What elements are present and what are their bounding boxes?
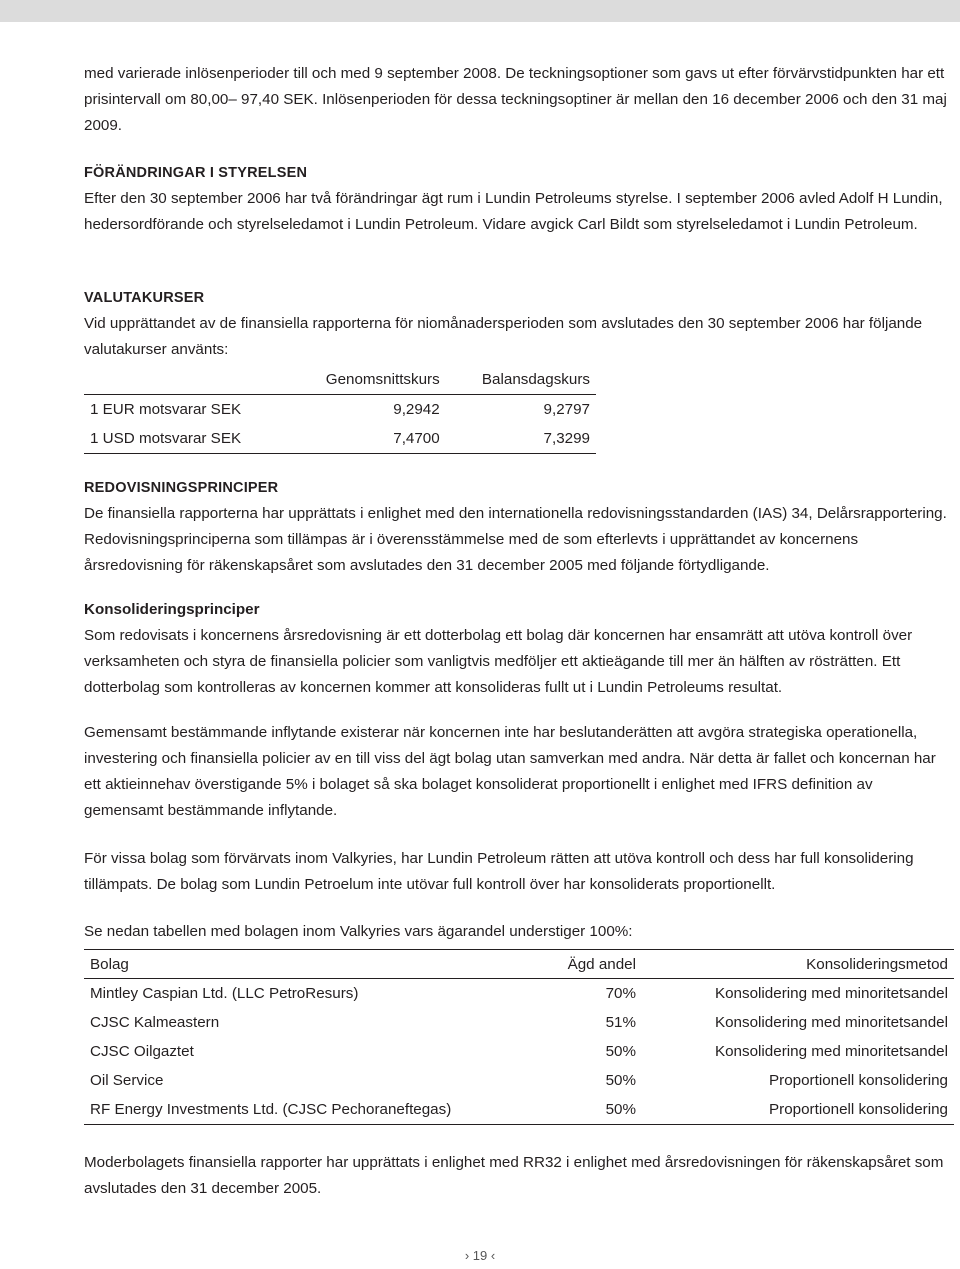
paragraph-konsolidering-4: Se nedan tabellen med bolagen inom Valkyries vars ägarandel understiger 100%: bbox=[84, 923, 633, 940]
table-row bbox=[84, 1095, 954, 1125]
paragraph-moderbolag: Moderbolagets finansiella rapporter har upprättats i enlighet med RR32 i enlighet med årsredovisningen för räkenskapsåret som avslutades den 31 december 2005. bbox=[84, 1154, 944, 1197]
section-valutakurser bbox=[84, 285, 954, 363]
section-konsolidering bbox=[84, 597, 954, 701]
paragraph-konsolidering-2: Gemensamt bestämmande inflytande existerar när koncernen inte har beslutanderätten att avgöra strategiska operationella, investering och finansiella policier av en till viss del ägt bolag utan samverkan med andra. När detta är fallet och koncernan har ett aktieinnehav överstigande 5% i bolaget så ska bolaget konsoliderat proportionellt i enlighet med IFRS definition av gemensamt bestämmande inflytande. bbox=[84, 724, 936, 819]
heading-styrelsen: FÖRÄNDRINGAR I STYRELSEN bbox=[84, 165, 308, 181]
table-cell: 7,4700 bbox=[288, 424, 446, 454]
table-cell: 1 EUR motsvarar SEK bbox=[90, 401, 242, 418]
table-header bbox=[84, 365, 288, 395]
table-row bbox=[84, 395, 596, 425]
table-cell: 50% bbox=[605, 1043, 636, 1060]
table-cell: 9,2797 bbox=[543, 401, 590, 418]
table-cell: Oil Service bbox=[90, 1072, 164, 1089]
table-cell: 70% bbox=[605, 985, 636, 1002]
table-header: Genomsnittskurs bbox=[288, 365, 446, 395]
paragraph-valutakurser: Vid upprättandet av de finansiella rapporterna för niomånadersperioden som avslutades den 30 september 2006 har följande valutakurser använts: bbox=[84, 315, 923, 358]
subsidiary-table bbox=[84, 949, 954, 1125]
section-styrelsen bbox=[84, 160, 954, 238]
table-header: Konsolideringsmetod bbox=[642, 950, 954, 979]
table-row bbox=[84, 979, 954, 1009]
page-number: › 19 ‹ bbox=[464, 1248, 496, 1263]
table-cell: 1 USD motsvarar SEK bbox=[84, 424, 288, 454]
paragraph-redovisning: De finansiella rapporterna har upprättats i enlighet med den internationella redovisningsstandarden (IAS) 34, Delårsrapportering. Redovisningsprinciperna som tillämpas är i överensstämmelse med de som efterlevts i upprättandet av koncernens årsredovisning för räkenskapsåret som avslutades den 31 december 2005 med följande förtydligande. bbox=[84, 505, 947, 574]
table-row bbox=[84, 1008, 954, 1037]
table-header: Ägd andel bbox=[510, 950, 642, 979]
table-header: Bolag bbox=[84, 950, 510, 979]
heading-redovisning: REDOVISNINGSPRINCIPER bbox=[84, 480, 279, 496]
table-cell: Konsolidering med minoritetsandel bbox=[714, 985, 948, 1002]
table-cell: 50% bbox=[605, 1072, 636, 1089]
table-cell: 7,3299 bbox=[446, 424, 596, 454]
section-redovisning bbox=[84, 475, 954, 579]
heading-konsolidering: Konsolideringsprinciper bbox=[84, 601, 260, 618]
paragraph-konsolidering-3: För vissa bolag som förvärvats inom Valkyries, har Lundin Petroleum rätten att utöva kontroll och dess har full konsolidering tillämpats. De bolag som Lundin Petroelum inte utövar full kontroll över har konsoliderats proportionellt. bbox=[84, 850, 914, 893]
intro-paragraph: med varierade inlösenperioder till och med 9 september 2008. De teckningsoptioner som gavs ut efter förvärvstidpunkten har ett prisintervall om 80,00– 97,40 SEK. Inlösenperioden för dessa teckningsoptiner är mellan den 16 december 2006 och den 31 maj 2009. bbox=[84, 65, 947, 134]
table-cell: Konsolidering med minoritetsandel bbox=[714, 1014, 948, 1031]
table-cell: CJSC Kalmeastern bbox=[90, 1014, 220, 1031]
table-cell: CJSC Oilgaztet bbox=[90, 1043, 194, 1060]
paragraph-styrelsen: Efter den 30 september 2006 har två förändringar ägt rum i Lundin Petroleums styrelse. I september 2006 avled Adolf H Lundin, hedersordförande och styrelseledamot i Lundin Petroleum. Vidare avgick Carl Bildt som styrelseledamot i Lundin Petroleum. bbox=[84, 190, 943, 233]
heading-valutakurser: VALUTAKURSER bbox=[84, 290, 205, 306]
table-header: Balansdagskurs bbox=[446, 365, 596, 395]
table-cell: 51% bbox=[605, 1014, 636, 1031]
table-header-row bbox=[84, 950, 954, 979]
exchange-rate-table bbox=[84, 365, 596, 454]
table-cell: Proportionell konsolidering bbox=[769, 1072, 948, 1089]
table-row bbox=[84, 1066, 954, 1095]
table-cell: Mintley Caspian Ltd. (LLC PetroResurs) bbox=[90, 985, 359, 1002]
table-cell: 9,2942 bbox=[393, 401, 440, 418]
table-row bbox=[84, 1037, 954, 1066]
top-bar bbox=[0, 0, 960, 22]
table-cell: RF Energy Investments Ltd. (CJSC Pechoraneftegas) bbox=[84, 1095, 510, 1125]
table-cell: Konsolidering med minoritetsandel bbox=[714, 1043, 948, 1060]
table-cell: Proportionell konsolidering bbox=[642, 1095, 954, 1125]
paragraph-konsolidering-1: Som redovisats i koncernens årsredovisning är ett dotterbolag ett bolag där koncernen har ensamrätt att utöva kontroll över verksamheten och styra de finansiella policier som vanligtvis medföljer ett aktieägande till mer än hälften av rösträtten. Ett dotterbolag som kontrolleras av koncernen kommer att konsolideras fullt ut i Lundin Petroleums resultat. bbox=[84, 627, 913, 696]
table-header-row bbox=[84, 365, 596, 395]
table-cell: 50% bbox=[510, 1095, 642, 1125]
table-row bbox=[84, 424, 596, 454]
